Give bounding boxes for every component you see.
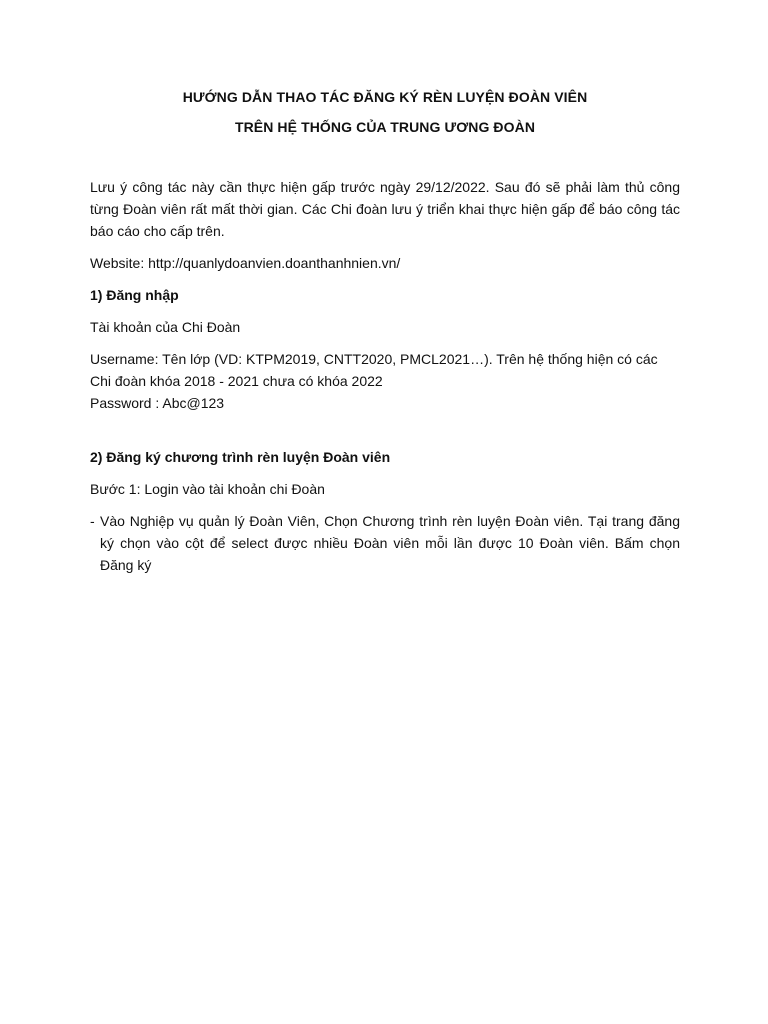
- section-1-heading: 1) Đăng nhập: [90, 287, 179, 303]
- website-line: Website: http://quanlydoanvien.doanthanhnien.vn/: [90, 255, 401, 271]
- document-title-line-2: TRÊN HỆ THỐNG CỦA TRUNG ƯƠNG ĐOÀN: [234, 119, 536, 135]
- document-content: [90, 88, 680, 576]
- document-title-line-1: HƯỚNG DẪN THAO TÁC ĐĂNG KÝ RÈN LUYỆN ĐOÀN VIÊN: [182, 89, 588, 105]
- username-line: Username: Tên lớp (VD: KTPM2019, CNTT2020, PMCL2021…). Trên hệ thống hiện có các Chi đoàn khóa 2018 - 2021 chưa có khóa 2022: [90, 351, 658, 389]
- bullet-text: Vào Nghiệp vụ quản lý Đoàn Viên, Chọn Chương trình rèn luyện Đoàn viên. Tại trang đăng ký chọn vào cột để select được nhiều Đoàn viên mỗi lần được 10 Đoàn viên. Bấm chọn Đăng ký: [100, 513, 680, 573]
- bullet-dash: -: [90, 513, 95, 529]
- section-2-heading: 2) Đăng ký chương trình rèn luyện Đoàn viên: [90, 449, 391, 465]
- account-line: Tài khoản của Chi Đoàn: [90, 319, 241, 335]
- step-1-line: Bước 1: Login vào tài khoản chi Đoàn: [90, 481, 325, 497]
- bullet-item: [90, 510, 680, 576]
- password-line: Password : Abc@123: [90, 395, 225, 411]
- note-paragraph: Lưu ý công tác này cần thực hiện gấp trước ngày 29/12/2022. Sau đó sẽ phải làm thủ công từng Đoàn viên rất mất thời gian. Các Chi đoàn lưu ý triển khai thực hiện gấp để báo công tác báo cáo cho cấp trên.: [90, 179, 680, 239]
- credentials-block: [90, 348, 680, 414]
